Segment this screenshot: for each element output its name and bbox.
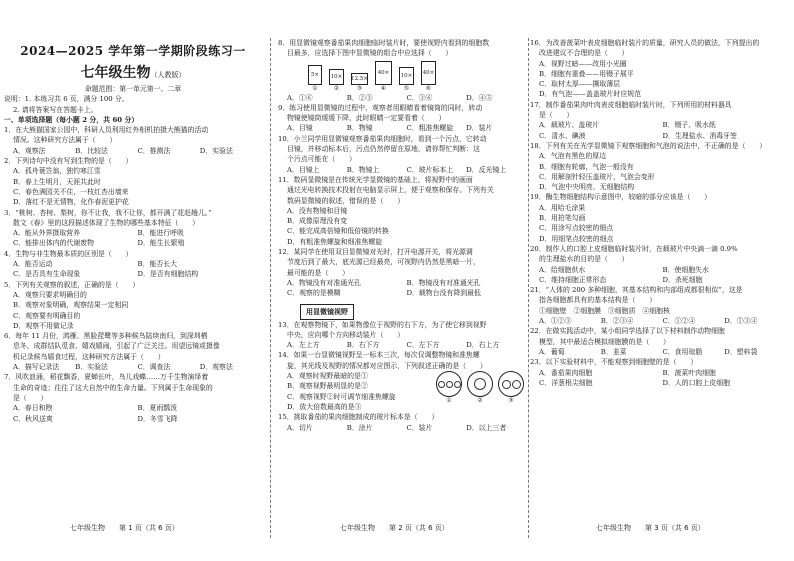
answer-options [278, 423, 526, 433]
answer-options [530, 265, 786, 275]
option[interactable]: A．①⑥ [287, 93, 313, 102]
option[interactable]: D．落红不是无情物，化作春泥更护花 [13, 198, 129, 207]
option[interactable]: C．观察要有明确目的 [13, 311, 81, 320]
figure-number: ③ [356, 84, 363, 92]
answer-options [4, 414, 262, 424]
option[interactable]: A．葡萄 [539, 347, 565, 356]
answer-options [278, 278, 526, 288]
question-stem: 目最多，应选择下图中显微镜的组合中应选择（ ） [287, 49, 453, 58]
option[interactable]: A．物镜没有对准通光孔 [287, 278, 361, 287]
question-stem: 17．制作番茄果肉叶肉表皮细胞临时装片时，下列所用的材料器具 [530, 100, 732, 109]
page-2 [278, 38, 526, 561]
option[interactable]: D．观察不用做记录 [13, 321, 74, 330]
option[interactable]: C．③⑥ [406, 93, 433, 102]
answer-options [530, 131, 786, 141]
question-stem: 通过光电转换技术投射在电脑显示屏上，便于观察和保存。下列有关 [287, 186, 494, 195]
column-divider [528, 38, 529, 538]
option[interactable]: A．目镜上 [287, 165, 320, 174]
question-stem: 改进建议不合理的是（ ） [539, 49, 629, 58]
option[interactable]: B．成像原理没有变 [287, 217, 348, 226]
question-stem: 19．酶生物细胞结构示意图中，较暗的部分应该是（ ） [530, 193, 712, 202]
option[interactable]: D．右上方 [466, 341, 500, 350]
option[interactable]: D．有气泡——盖盖玻片时应规范 [539, 90, 641, 99]
instruction: 说明：1. 本练习共 6 页，满分 100 分。 [4, 95, 129, 104]
question-stem: 情况。这种研究方法属于（ ） [13, 136, 117, 145]
option[interactable]: A．观察法 [13, 146, 46, 155]
section-heading: 一、单项选择题（每小题 2 分，共 60 分） [4, 115, 139, 124]
option[interactable]: D．④⑤ [466, 93, 493, 102]
figure-number: ⑥ [425, 84, 432, 92]
figure-number: ② [333, 84, 340, 92]
option[interactable]: B．能否长大 [137, 260, 178, 269]
option[interactable]: D．能生长繁殖 [137, 239, 185, 248]
eyepiece-figure [351, 73, 368, 92]
option[interactable]: D．冬雪飞降 [137, 414, 178, 423]
option[interactable]: D．是否有细胞结构 [137, 270, 199, 279]
option[interactable]: C．食用琼脂 [662, 347, 703, 356]
figure-number: ③ [508, 397, 514, 405]
answer-options [530, 378, 786, 388]
option[interactable]: A．左上方 [287, 341, 320, 350]
option[interactable]: D．用细笔点较密的细点 [539, 234, 614, 243]
option[interactable]: C．秋风送爽 [13, 414, 53, 423]
option[interactable]: C．玻片标本上 [406, 165, 454, 174]
option[interactable]: C．洋葱根尖细胞 [539, 378, 593, 387]
option[interactable]: A．观察只要求明确目的 [13, 290, 87, 299]
option[interactable]: B．实验法 [75, 363, 108, 372]
question-stem: 1．在大熊猫国家公园中，科研人员利用红外相机拍摄大熊猫的活动 [4, 126, 209, 135]
option[interactable]: D．①③④ [724, 317, 758, 326]
option[interactable]: B．物镜 [346, 124, 373, 133]
lens-label: 40× [421, 61, 436, 85]
view-circle [498, 371, 524, 397]
lens-label: 12.5× [351, 73, 368, 85]
option[interactable]: A．观察时视野最暗的是① [287, 372, 368, 381]
exam-scope: 命题范围：第一单元第一、二章 [84, 85, 182, 93]
answer-options [4, 362, 262, 372]
option[interactable]: D．观察法 [199, 363, 233, 372]
question-stem: 15．挑取番茄的果肉细胞制成的玻片标本是（ ） [278, 413, 439, 422]
figure-number: ① [312, 84, 318, 92]
question-stem: 13．在观察物镜下，如果物像位于视野的右下方，为了使它移到视野 [278, 320, 487, 329]
lens-label: 10× [399, 67, 414, 85]
option[interactable]: B．韭菜 [600, 347, 627, 356]
lens-figure [278, 61, 526, 92]
page-1 [4, 38, 262, 561]
question-stem: 是（ ） [13, 393, 48, 402]
question-items: ①细胞壁 ②细胞膜 ③细胞质 ④细胞核 [539, 306, 670, 315]
option[interactable]: C．观察视野②时可调节细准焦螺旋 [287, 392, 396, 401]
option[interactable]: C．用解剖针轻压盖玻片，气泡会变形 [539, 172, 655, 181]
objective-figure [399, 67, 414, 92]
option[interactable]: D．气泡中央明亮，无细胞结构 [539, 183, 635, 192]
option[interactable]: A．能否运动 [13, 260, 53, 269]
option[interactable]: A．番茄果肉细胞 [539, 368, 593, 377]
exam-title: 2024—2025 学年第一学期阶段练习一 [20, 44, 246, 58]
option[interactable]: D．人的口腔上皮细胞 [662, 378, 731, 387]
option[interactable]: A．载玻片、盖玻片 [539, 121, 600, 130]
question-stem: 目镜，并移动标本后，污点仍然停留在原地，请你帮忙判断：这 [287, 145, 480, 154]
page-footer: 七年级生物 第 3 页（共 6 页） [596, 524, 705, 532]
option[interactable]: C．能排出体内的代谢废物 [13, 239, 95, 248]
field-of-view-2 [467, 371, 493, 404]
option[interactable]: A．能从外界摄取营养 [13, 229, 80, 238]
question-stem: 21．“人体的 200 多种细胞，其基本结构和内部组成都很相似”，这是 [530, 286, 743, 295]
option[interactable]: A．给细胞供水 [539, 265, 586, 274]
answer-options [530, 275, 786, 285]
page-footer: 七年级生物 第 2 页（共 6 页） [340, 524, 449, 532]
field-of-view-1 [436, 371, 462, 404]
question-stem: 6．每年 11 月份，鸿雁、黑脸琵鹭等多种候鸟陆续南归，到深圳栖 [4, 332, 208, 341]
instruction: 2. 请将答案写在答题卡上。 [13, 105, 98, 114]
option[interactable]: A．视野过暗——改用小光圈 [539, 59, 627, 68]
option[interactable]: D．塑料袋 [724, 347, 758, 356]
option[interactable]: D．装片 [466, 124, 493, 133]
option[interactable]: B．物镜没有对准通光孔 [406, 278, 481, 287]
question-stem: 23．以下实验材料中，不能观察到细胞壁的是（ ） [530, 358, 698, 367]
lens-label: 40× [375, 61, 392, 85]
option[interactable]: B．细胞有轮廓，气泡一般没有 [539, 162, 634, 171]
question-stem: 机记录候鸟嬉食过程，这种研究方法属于（ ） [13, 352, 165, 361]
page-3 [530, 38, 786, 561]
option[interactable]: A．切片 [287, 423, 313, 432]
figure-number: ④ [380, 84, 387, 92]
option[interactable]: C．维持细胞正常形态 [539, 275, 607, 284]
answer-options [4, 228, 262, 238]
answer-options [530, 120, 786, 130]
option[interactable]: C．清水、碘液 [539, 131, 586, 140]
option[interactable]: D．生理盐水、消毒牙签 [662, 131, 737, 140]
option[interactable]: A．描写记录法 [13, 363, 60, 372]
answer-options [278, 340, 526, 350]
question-stem: 8．用显微镜观察番茄果肉细胞临时装片时，要使视野内看到的细胞数 [278, 39, 490, 47]
option[interactable]: A．①②③ [539, 317, 572, 326]
question-stem: 10．小兰同学用显微镜观察番茄果肉细胞时，看到一个污点，它转动 [278, 134, 487, 143]
option[interactable]: B．②③④ [600, 317, 634, 326]
question-stem: 最可能的是（ ） [287, 268, 350, 277]
field-of-view-3 [498, 371, 524, 404]
question-stem: 7．风吹浪涌，稻花飘香，夏蝉长叶，鸟儿戏蝶……万千生物演绎着 [4, 373, 209, 382]
question-stem: 生命的奇迹；往往了这大自然中的生命力量。下列属于生命现象的 [13, 383, 213, 392]
question-stem: 指各细胞都具有的基本结构是（ ） [539, 296, 657, 305]
answer-options [278, 288, 526, 298]
option[interactable]: B．夏雨瓢泼 [137, 404, 178, 413]
option[interactable]: B．右下方 [346, 341, 380, 350]
lens-label: 5× [308, 65, 322, 85]
question-stem: 16．为改善菠菜叶表皮细胞临时装片的质量，研究人员的做法，下列提出的 [530, 39, 760, 47]
answer-options [4, 259, 262, 269]
option[interactable]: A．孤舟蓑笠翁，独钓寒江雪 [13, 167, 101, 176]
option[interactable]: B．细胞有重叠——用镊子展平 [539, 69, 634, 78]
view-circle [467, 371, 493, 397]
answer-options [4, 238, 262, 248]
answer-options [530, 347, 786, 357]
question-stem: 9．练习使用显微镜的过程中，观察者用眼睛看着镜筒的同时，转动 [278, 103, 483, 112]
option[interactable]: C．取材太厚——撕取薄层 [539, 80, 621, 89]
option[interactable]: A．没有物镜和目镜 [287, 206, 348, 215]
subject-name: 七年级生物 [80, 65, 151, 81]
option[interactable]: C．装片 [406, 423, 433, 432]
question-stem: 散文《春》里的这段描述体现了生物的哪些基本特征（ ） [13, 218, 200, 227]
edition-label: （人教版） [150, 71, 186, 79]
page-footer: 七年级生物 第 1 页（共 6 页） [70, 524, 179, 532]
answer-options [278, 123, 526, 133]
option[interactable]: B．镊子、吸水纸 [662, 121, 716, 130]
option[interactable]: B．观察视野最明显的是② [287, 382, 368, 391]
option[interactable]: B．涂片 [346, 423, 373, 432]
question-stem: 20．制作人的口腔上皮细胞临时装片时，在载玻片中央滴一滴 0.9% [530, 244, 738, 253]
answer-options [530, 316, 786, 326]
question-stem: 2．下列诗句中没有写到生物的是（ ） [4, 157, 133, 166]
question-stem: 14．如果一台显微镜视野呈一标本三次，每次仅调整物镜和准焦螺 [278, 351, 480, 360]
option[interactable]: C．是否具有生命现象 [13, 270, 81, 279]
option[interactable]: D．杀死细胞 [662, 275, 703, 284]
answer-options [530, 368, 786, 378]
question-stem: 3．“桃树、杏树、梨树，你不让我，我不让你，都开满了花赶趟儿。” [4, 208, 212, 217]
eyepiece-figure [329, 69, 344, 92]
objective-figure [375, 61, 392, 92]
option[interactable]: C．用涂写点较密的细点 [539, 224, 614, 233]
option[interactable]: C．推测法 [137, 146, 171, 155]
option[interactable]: A．春日和煦 [13, 404, 53, 413]
question-stem: 中央，应向哪个方向移动装片（ ） [287, 330, 405, 339]
figure-number: ⑤ [403, 84, 410, 92]
option[interactable]: C．能完成高倍镜和低倍镜的转换 [287, 227, 389, 236]
question-stem: 4．生物与非生物最本质的区别是（ ） [4, 249, 133, 258]
answer-options [4, 146, 262, 156]
option[interactable]: A．目镜 [287, 124, 313, 133]
question-stem: 是（ ） [539, 111, 574, 120]
option[interactable]: D．放大倍数最高的是③ [287, 402, 362, 411]
question-stem: 旋，其光线及视野的情况都对应图示，下列叙述正确的是（ ） [287, 361, 487, 370]
figure-number: ① [446, 397, 452, 405]
option[interactable]: B．菠菜叶肉细胞 [662, 368, 716, 377]
option[interactable]: C．左下方 [406, 341, 440, 350]
question-stem: 18．下列有关在光学显微镜下观察细胞和气泡的说法中，不正确的是（ ） [530, 141, 767, 150]
option[interactable]: C．调查法 [137, 363, 171, 372]
option[interactable]: D．以上三者 [466, 423, 507, 432]
option[interactable]: C．粗准焦螺旋 [406, 124, 454, 133]
question-stem: 的生理盐水的目的是（ ） [539, 255, 629, 264]
option[interactable]: D．有粗准焦螺旋和细准焦螺旋 [287, 237, 383, 246]
exam-subject [4, 62, 262, 82]
option[interactable]: D．载物台没有降到最低 [406, 289, 481, 298]
question-stem: 数码显微镜的叙述，错误的是（ ） [287, 196, 405, 205]
option[interactable]: A．用哈毛涂果 [539, 203, 586, 212]
question-stem: 22．在做实践活动中，某小组同学选择了以下材料制作动物细胞 [530, 327, 725, 336]
option[interactable]: C．春色满园关不住，一枝红杏出墙来 [13, 187, 129, 196]
lens-label: 10× [329, 69, 344, 85]
option[interactable]: A．气泡有黑色的厚边 [539, 152, 606, 161]
figure-number: ② [477, 397, 483, 405]
answer-options [278, 93, 526, 103]
question-stem: 物镜使镜筒缓缓下降，此时眼睛一定要看着（ ） [287, 114, 446, 123]
option[interactable]: B．观察对象明确，观察结果一定相同 [13, 301, 129, 310]
q14-block [278, 371, 526, 412]
objective-figure [421, 61, 436, 92]
column-divider [270, 38, 271, 538]
option[interactable]: B．②③ [346, 93, 373, 102]
question-stem: 12．某同学在使用双目显微镜对光时，打开电源开关，将光源调 [278, 248, 473, 257]
option[interactable]: B．物镜上 [346, 165, 380, 174]
question-stem: 模型，其中最适合模拟细胞膜的是（ ） [539, 337, 670, 346]
eyepiece-figure [308, 65, 322, 92]
answer-options [4, 403, 262, 413]
option[interactable]: B．比较法 [75, 146, 108, 155]
option[interactable]: C．①②④ [662, 317, 696, 326]
field-of-view-figures [436, 371, 524, 404]
option[interactable]: D．反光镜上 [466, 165, 507, 174]
option[interactable]: B．春上生明月，天涯共此时 [13, 177, 101, 186]
question-stem: 息冬，成群结队觅食、嬉戏嬉闹，引起了广泛关注。用望远镜或摄像 [13, 342, 220, 351]
option[interactable]: B．用拍笔勾画 [539, 214, 586, 223]
question-stem: 个污点可能在（ ） [287, 155, 356, 164]
answer-options [278, 165, 526, 175]
option[interactable]: B．能进行呼吸 [137, 229, 184, 238]
option[interactable]: D．实验法 [199, 146, 233, 155]
view-circle [436, 371, 462, 397]
question-stem: 11．数码显微镜是在传统光学显微镜的基础上，将视野中的画面 [278, 175, 473, 184]
option[interactable]: C．观察的是模糊 [287, 289, 341, 298]
option[interactable]: B．使细胞失水 [662, 265, 709, 274]
microscope-figure: 用显微镜视野 [300, 304, 354, 320]
question-stem: 节度后到了最大，底光源已经最亮，可视野内仍然是黑暗一片， [287, 258, 480, 267]
answer-options [4, 269, 262, 279]
question-stem: 5．下列有关观察的叙述，正确的是（ ） [4, 280, 140, 289]
